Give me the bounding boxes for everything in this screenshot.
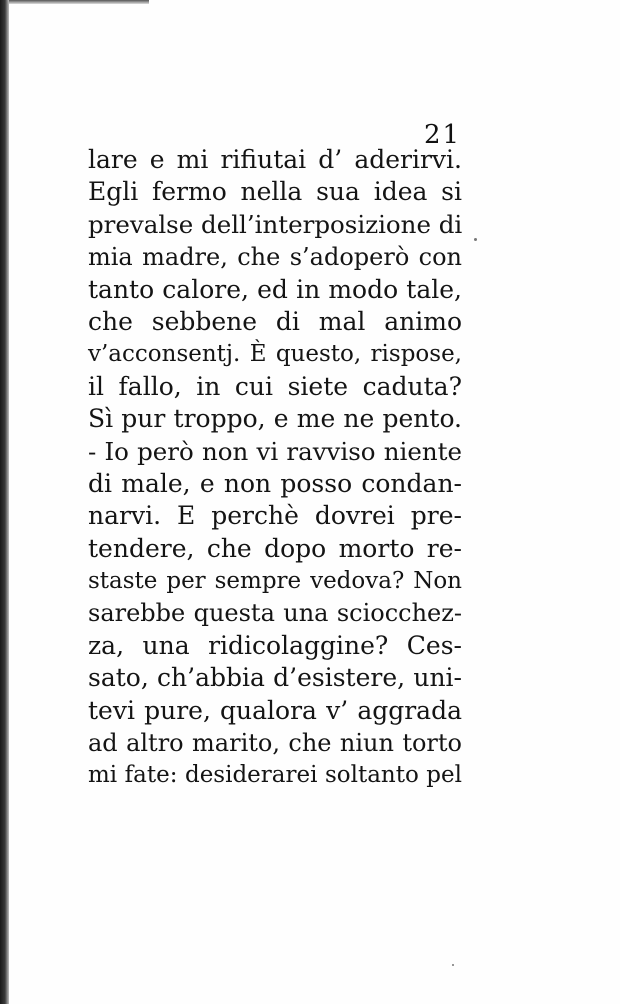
text-line: che sebbene di mal animo <box>88 306 462 336</box>
text-line: tendere, che dopo morto re- <box>88 533 462 563</box>
text-line: Egli fermo nella sua idea si <box>88 177 462 207</box>
text-line: mia madre, che s’adoperò con <box>88 243 462 272</box>
binding-edge <box>0 0 9 1004</box>
text-line: ad altro marito, che niun torto <box>88 729 462 758</box>
page-top-edge <box>9 0 149 4</box>
text-line: narvi. E perchè dovrei pre- <box>88 501 462 531</box>
text-line: - Io però non vi ravviso niente <box>88 436 462 466</box>
text-line: za, una ridicolaggine? Ces- <box>88 630 462 660</box>
text-line: prevalse dell’interposizione di <box>88 209 463 239</box>
text-line: sato, ch’abbia d’esistere, uni- <box>88 663 462 693</box>
page-number: 21 <box>424 120 462 150</box>
text-line: tevi pure, qualora v’ aggrada <box>88 695 462 725</box>
text-line: staste per sempre vedova? Non <box>88 568 462 595</box>
text-line: sarebbe questa una sciocchez- <box>88 599 462 628</box>
text-line: v’acconsentj. È questo, rispose, <box>88 341 462 368</box>
text-line: lare e mi rifiutai d’ aderirvi. <box>88 145 462 174</box>
text-line: il fallo, in cui siete caduta? <box>88 371 462 401</box>
text-line: di male, e non posso condan- <box>88 468 462 498</box>
text-line: Sì pur troppo, e me ne pento. <box>88 404 462 434</box>
text-line: mi fate: desiderarei soltanto pel <box>88 762 462 789</box>
body-text <box>88 144 462 792</box>
text-line: tanto calore, ed in modo tale, <box>88 274 462 304</box>
paper-speck <box>452 964 454 966</box>
paper-speck <box>474 238 477 241</box>
